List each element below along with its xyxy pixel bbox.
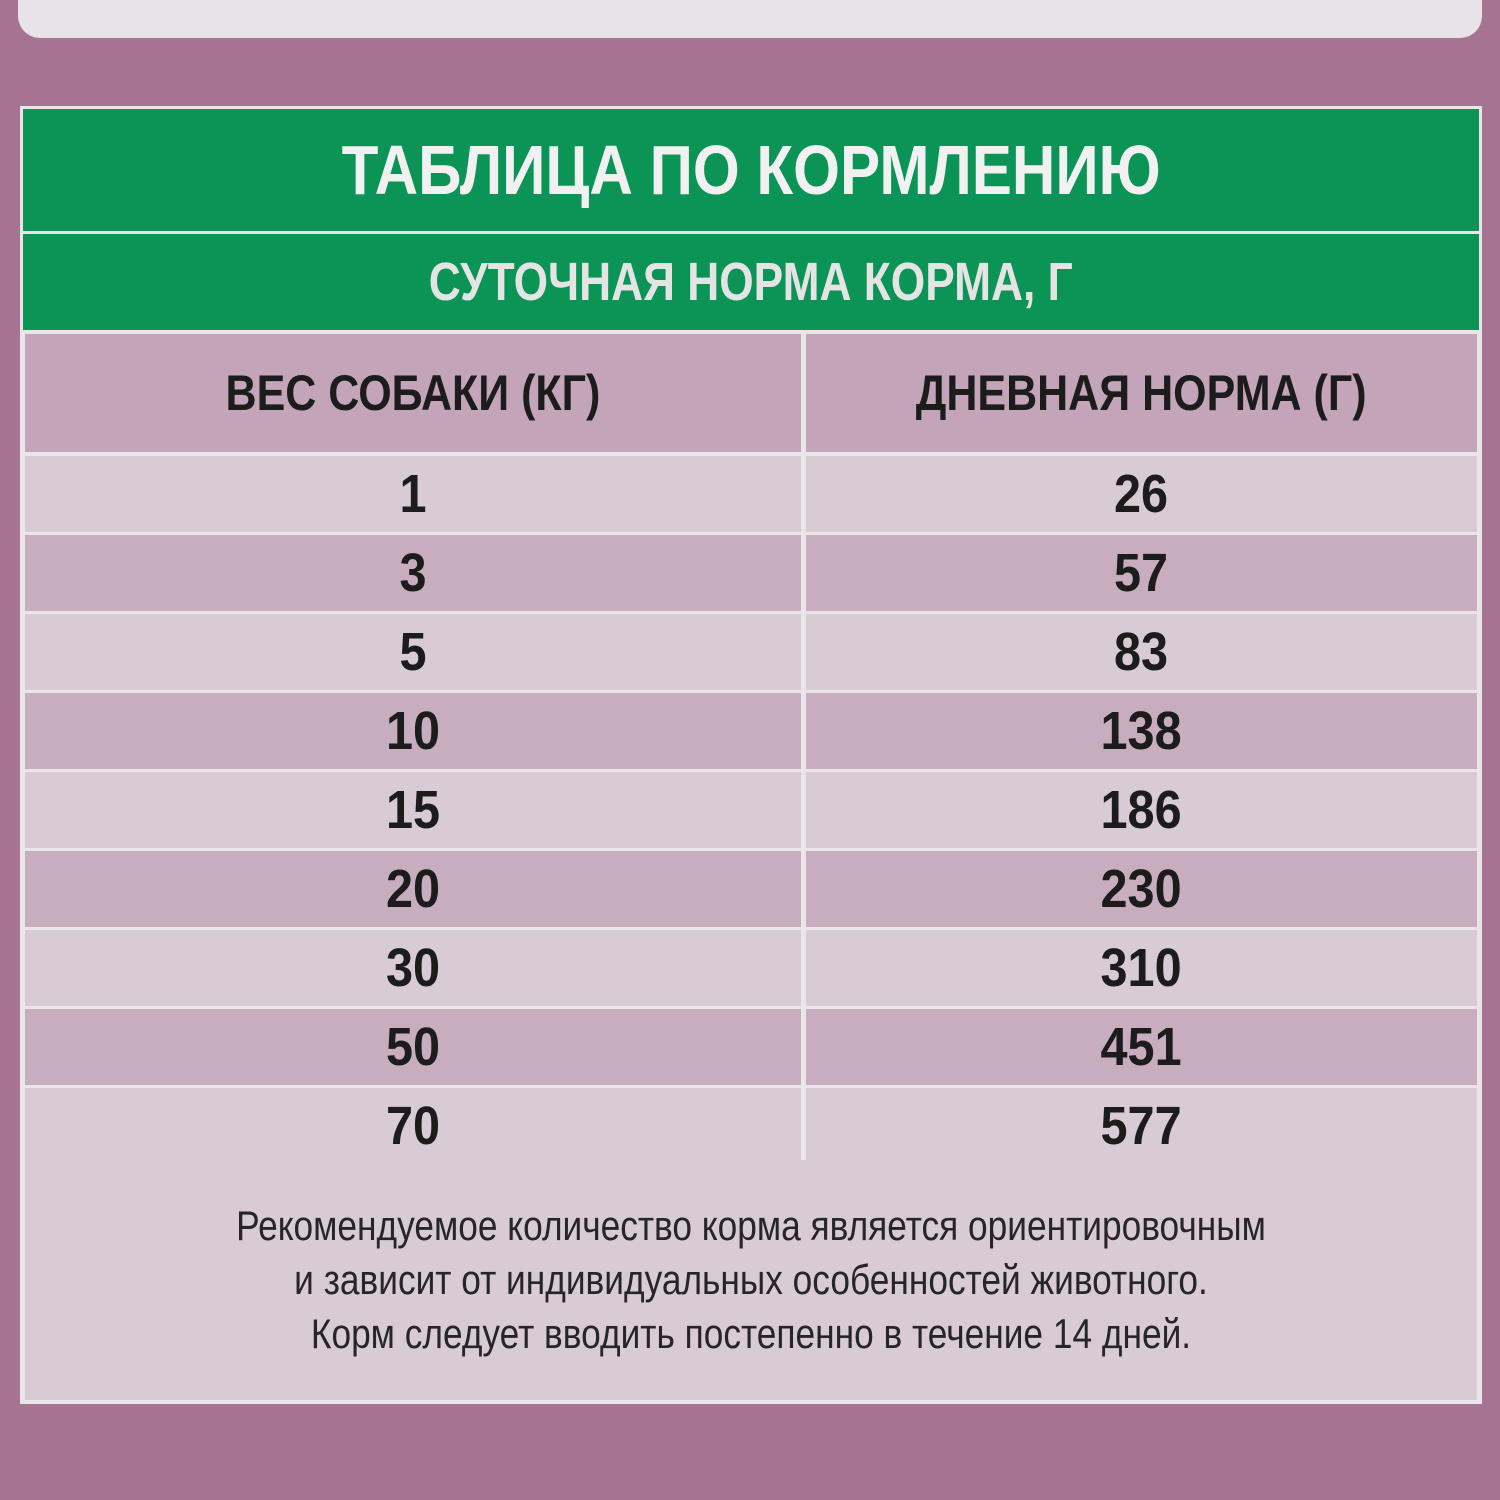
table-row [25, 535, 1477, 614]
table-row [25, 614, 1477, 693]
daily-norm-cell: 26 [806, 456, 1477, 532]
daily-norm-cell: 577 [806, 1088, 1477, 1164]
table-row [25, 1009, 1477, 1088]
daily-norm-cell: 230 [806, 851, 1477, 927]
column-header-daily-norm: ДНЕВНАЯ НОРМА (Г) [806, 334, 1477, 452]
table-row [25, 930, 1477, 1009]
daily-norm-cell: 138 [806, 693, 1477, 769]
weight-cell: 20 [25, 851, 806, 927]
table-subtitle: СУТОЧНАЯ НОРМА КОРМА, Г [23, 234, 1479, 330]
table-body [25, 456, 1477, 1167]
daily-norm-cell: 186 [806, 772, 1477, 848]
note-line: Рекомендуемое количество корма является ориентировочным [236, 1202, 1266, 1249]
feeding-table [20, 106, 1482, 1404]
table-row [25, 1088, 1477, 1167]
note-line: Корм следует вводить постепенно в течение 14 дней. [310, 1310, 1192, 1357]
daily-norm-cell: 57 [806, 535, 1477, 611]
table-row [25, 456, 1477, 535]
daily-norm-cell: 310 [806, 930, 1477, 1006]
weight-cell: 1 [25, 456, 806, 532]
weight-cell: 10 [25, 693, 806, 769]
note-line: и зависит от индивидуальных особенностей животного. [294, 1256, 1208, 1303]
top-panel [18, 0, 1482, 38]
table-row [25, 772, 1477, 851]
daily-norm-cell: 83 [806, 614, 1477, 690]
table-title: ТАБЛИЦА ПО КОРМЛЕНИЮ [23, 109, 1479, 231]
table-row [25, 693, 1477, 772]
weight-cell: 5 [25, 614, 806, 690]
weight-cell: 70 [25, 1088, 806, 1164]
table-grid [25, 334, 1477, 1167]
table-row [25, 851, 1477, 930]
weight-cell: 30 [25, 930, 806, 1006]
daily-norm-cell: 451 [806, 1009, 1477, 1085]
table-header-row [25, 334, 1477, 456]
weight-cell: 3 [25, 535, 806, 611]
feeding-note [25, 1160, 1477, 1400]
weight-cell: 50 [25, 1009, 806, 1085]
column-header-weight: ВЕС СОБАКИ (КГ) [25, 334, 806, 452]
note-text [96, 1199, 1406, 1361]
weight-cell: 15 [25, 772, 806, 848]
